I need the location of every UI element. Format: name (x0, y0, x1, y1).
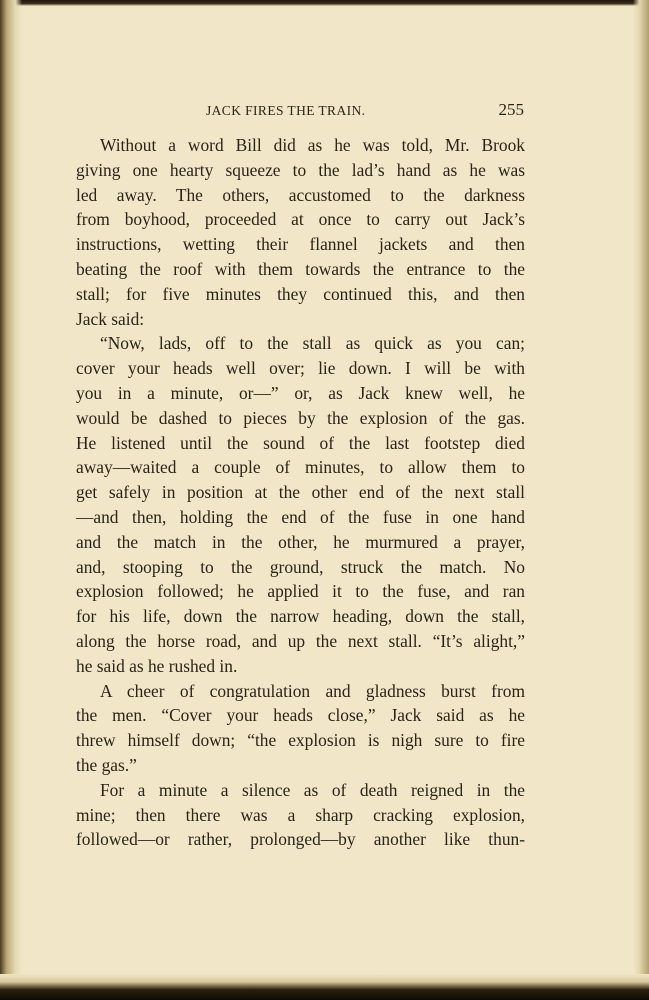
page-number: 255 (498, 100, 524, 119)
text-line: instructions, wetting their flannel jackets and then (76, 234, 525, 255)
text-line: beating the roof with them towards the entrance to the (76, 258, 525, 279)
text-line: threw himself down; “the explosion is nigh sure to fire (76, 730, 525, 751)
body-text (76, 133, 525, 852)
text-line: led away. The others, accustomed to the darkness (76, 184, 525, 205)
text-line: followed—or rather, prolonged—by another like thun- (76, 829, 525, 850)
page-top-edge (0, 0, 649, 6)
text-line: along the horse road, and up the next stall. “It’s alight,” (76, 630, 525, 651)
text-line: mine; then there was a sharp cracking explosion, (76, 804, 525, 825)
text-line: the men. “Cover your heads close,” Jack said as he (76, 705, 525, 726)
text-line: the gas.” (76, 754, 137, 775)
text-line: away—waited a couple of minutes, to allow them to (76, 457, 525, 478)
text-line: He listened until the sound of the last footstep died (76, 432, 525, 453)
page-binding-edge (0, 0, 22, 1000)
text-line: you in a minute, or—” or, as Jack knew well, he (76, 382, 525, 403)
text-line: Without a word Bill did as he was told, Mr. Brook (100, 135, 525, 155)
text-line: get safely in position at the other end of the next stall (76, 482, 525, 503)
text-line: For a minute a silence as of death reigned in the (100, 779, 525, 800)
text-line: and the match in the other, he murmured a prayer, (76, 531, 525, 552)
text-line: “Now, lads, off to the stall as quick as you can; (100, 333, 525, 354)
text-line: would be dashed to pieces by the explosion of the gas. (76, 407, 525, 428)
text-line: for his life, down the narrow heading, down the stall, (76, 606, 525, 627)
page-right-edge (633, 0, 649, 1000)
text-line: A cheer of congratulation and gladness burst from (100, 680, 525, 701)
text-line: and, stooping to the ground, struck the match. No (76, 556, 525, 577)
text-line: he said as he rushed in. (76, 655, 238, 676)
text-line: from boyhood, proceeded at once to carry out Jack’s (76, 209, 525, 230)
text-line: cover your heads well over; lie down. I will be with (76, 358, 525, 379)
page-header (76, 102, 526, 124)
running-title: JACK FIRES THE TRAIN. (206, 103, 366, 118)
text-line: Jack said: (76, 308, 145, 329)
text-line: explosion followed; he applied it to the fuse, and ran (76, 581, 525, 602)
text-line: —and then, holding the end of the fuse in one hand (76, 506, 525, 527)
text-line: stall; for five minutes they continued this, and then (76, 283, 525, 304)
page-bottom-edge (0, 974, 649, 1000)
text-line: giving one hearty squeeze to the lad’s hand as he was (76, 159, 525, 180)
